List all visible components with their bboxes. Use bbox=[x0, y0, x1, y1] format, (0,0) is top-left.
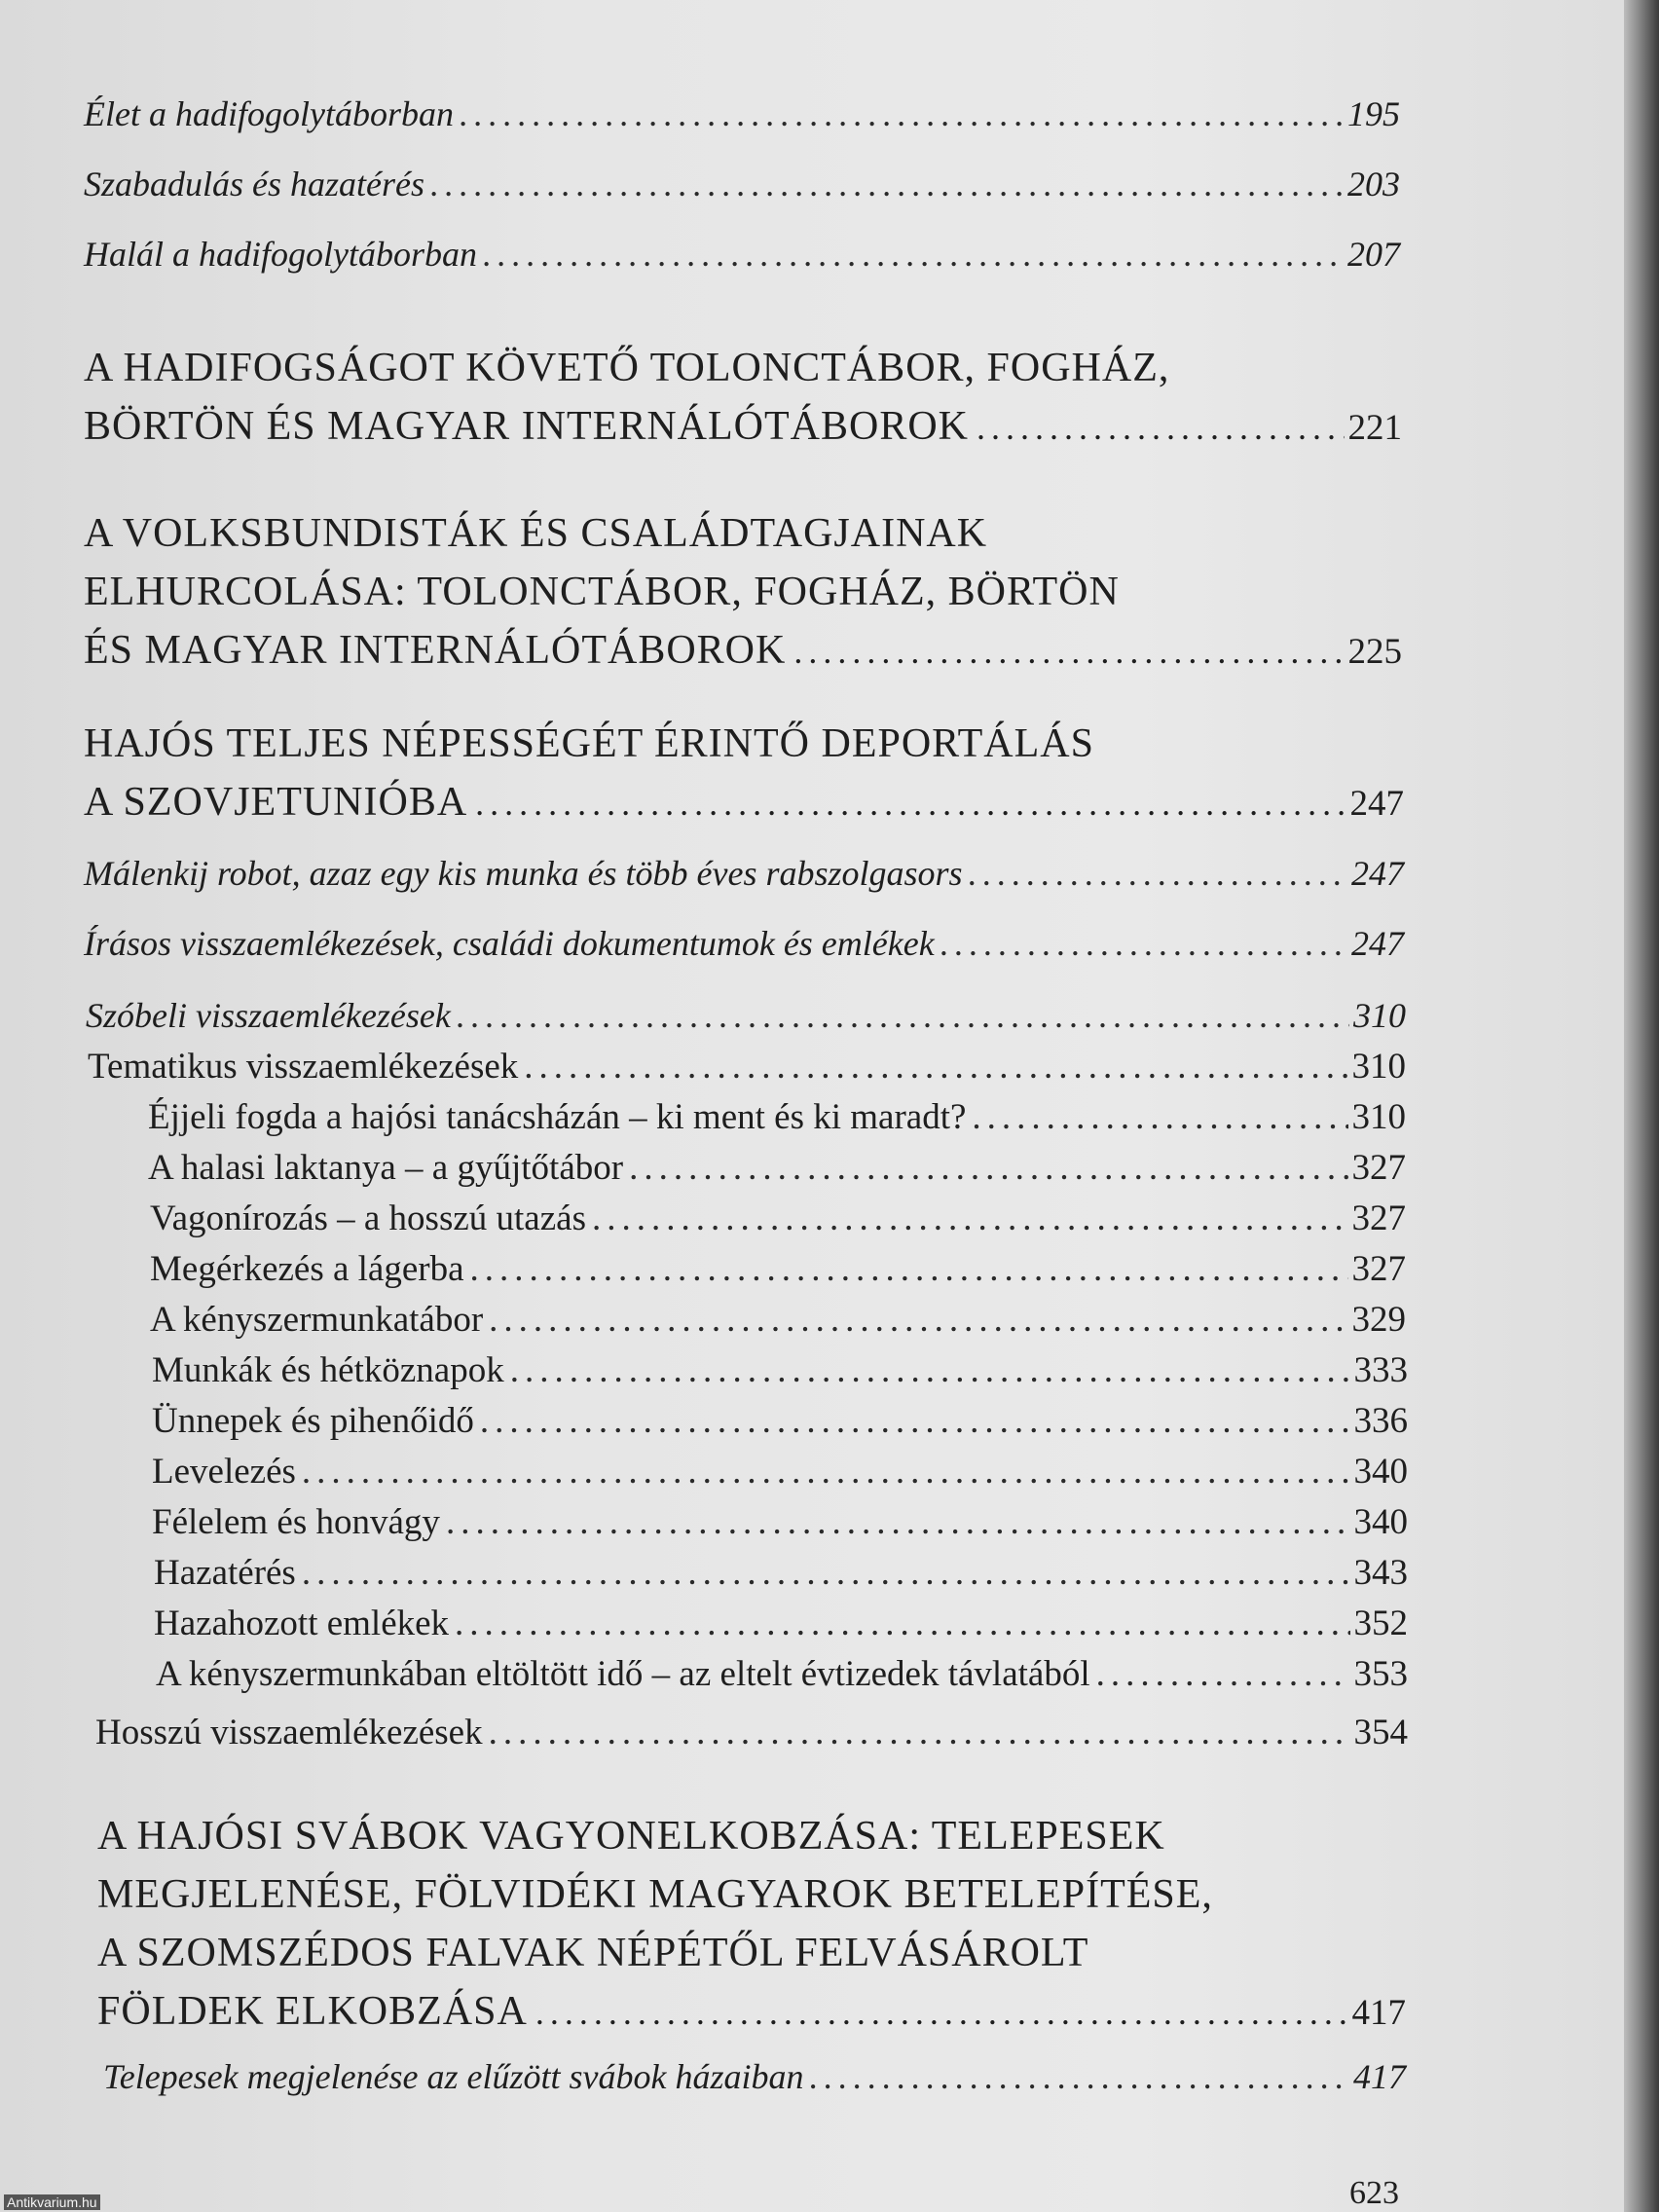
chapter-title-line: A VOLKSBUNDISTÁK ÉS CSALÁDTAGJAINAK bbox=[84, 511, 988, 556]
toc-chapter bbox=[84, 339, 1402, 458]
toc-page-number: 336 bbox=[1353, 1401, 1408, 1441]
leader-dots bbox=[629, 1147, 1347, 1189]
toc-entry bbox=[84, 93, 1400, 134]
toc-entry-title: A kényszermunkában eltöltött idő – az eltelt évtizedek távlatából bbox=[156, 1654, 1090, 1694]
chapter-last-line bbox=[84, 397, 1402, 458]
toc-page-number: 247 bbox=[1351, 924, 1404, 963]
page-edge-shadow bbox=[1624, 0, 1659, 2212]
leader-dots bbox=[475, 774, 1346, 832]
chapter-last-line bbox=[84, 621, 1402, 682]
leader-dots bbox=[972, 1096, 1347, 1138]
chapter-title-line: A HADIFOGSÁGOT KÖVETŐ TOLONCTÁBOR, FOGHÁZ, bbox=[84, 346, 1170, 390]
leader-dots bbox=[1096, 1653, 1350, 1695]
watermark: Antikvarium.hu bbox=[4, 2194, 100, 2210]
toc-page-number: 247 bbox=[1349, 784, 1404, 824]
toc-entry-title: A kényszermunkatábor bbox=[150, 1300, 484, 1340]
toc-entry bbox=[148, 1147, 1406, 1189]
toc-entry-title: Megérkezés a lágerba bbox=[150, 1249, 464, 1289]
toc-page-number: 327 bbox=[1351, 1249, 1406, 1289]
toc-entry bbox=[84, 234, 1400, 275]
leader-dots bbox=[302, 1451, 1350, 1493]
toc-page-number: 340 bbox=[1353, 1502, 1408, 1542]
toc-entry bbox=[86, 995, 1406, 1036]
toc-entry-title: Írásos visszaemlékezések, családi dokumentumok és emlékek bbox=[84, 924, 935, 963]
toc-entry bbox=[152, 1451, 1408, 1493]
toc-entry-title: Ünnepek és pihenőidő bbox=[152, 1401, 474, 1441]
toc-entry bbox=[152, 1400, 1408, 1442]
toc-page-number: 207 bbox=[1347, 235, 1400, 274]
toc-entry-title: Hazatérés bbox=[154, 1553, 296, 1593]
toc-entry-title: Szóbeli visszaemlékezések bbox=[86, 996, 451, 1035]
toc-entry bbox=[95, 1712, 1408, 1753]
toc-page-number: 310 bbox=[1351, 1097, 1406, 1137]
toc-page-number: 195 bbox=[1347, 94, 1400, 133]
toc-entry-title: Telepesek megjelenése az elűzött svábok házaiban bbox=[103, 2057, 804, 2096]
toc-entry-title: Levelezés bbox=[152, 1452, 296, 1492]
chapter-title-line: BÖRTÖN ÉS MAGYAR INTERNÁLÓTÁBOROK bbox=[84, 404, 969, 449]
toc-entry-title: Tematikus visszaemlékezések bbox=[88, 1047, 519, 1087]
chapter-last-line bbox=[97, 1982, 1406, 2043]
leader-dots bbox=[489, 1299, 1347, 1341]
leader-dots bbox=[510, 1349, 1350, 1391]
toc-entry-title: Szabadulás és hazatérés bbox=[84, 165, 424, 203]
leader-dots bbox=[535, 1983, 1348, 2042]
toc-page-number: 353 bbox=[1353, 1654, 1408, 1694]
toc-page-number: 327 bbox=[1351, 1198, 1406, 1238]
leader-dots bbox=[810, 2056, 1349, 2097]
toc-page-number: 221 bbox=[1347, 408, 1402, 448]
leader-dots bbox=[483, 234, 1344, 275]
toc-page-number: 225 bbox=[1347, 632, 1402, 672]
toc-page-number: 247 bbox=[1351, 854, 1404, 893]
leader-dots bbox=[455, 1603, 1349, 1644]
leader-dots bbox=[460, 93, 1344, 134]
leader-dots bbox=[793, 622, 1344, 681]
chapter-title-line: ÉS MAGYAR INTERNÁLÓTÁBOROK bbox=[84, 628, 787, 673]
page-number: 623 bbox=[1349, 2175, 1399, 2211]
toc-page-number: 352 bbox=[1353, 1604, 1408, 1643]
leader-dots bbox=[470, 1248, 1348, 1290]
toc-entry-title: Éjjeli fogda a hajósi tanácsházán – ki ment és ki maradt? bbox=[148, 1097, 967, 1137]
chapter-title-line: MEGJELENÉSE, FÖLVIDÉKI MAGYAROK BETELEPÍTÉSE, bbox=[97, 1872, 1213, 1917]
toc-entry-title: Hosszú visszaemlékezések bbox=[95, 1713, 483, 1752]
toc-entry bbox=[84, 853, 1404, 894]
toc-entry-title: Vagonírozás – a hosszú utazás bbox=[150, 1198, 586, 1238]
leader-dots bbox=[592, 1198, 1348, 1239]
toc-entry bbox=[150, 1248, 1406, 1290]
toc-entry-title: Halál a hadifogolytáborban bbox=[84, 235, 477, 274]
chapter-title-line: A SZOMSZÉDOS FALVAK NÉPÉTŐL FELVÁSÁROLT bbox=[97, 1931, 1089, 1975]
leader-dots bbox=[446, 1501, 1350, 1543]
toc-page-number: 354 bbox=[1353, 1713, 1408, 1752]
toc-page-number: 310 bbox=[1353, 996, 1406, 1035]
toc-entry bbox=[150, 1299, 1406, 1341]
toc-entry bbox=[84, 164, 1400, 204]
toc-entry bbox=[84, 923, 1404, 964]
toc-entry-title: Munkák és hétköznapok bbox=[152, 1350, 504, 1390]
leader-dots bbox=[969, 853, 1347, 894]
toc-chapter bbox=[84, 504, 1402, 682]
toc-entry-title: A halasi laktanya – a gyűjtőtábor bbox=[148, 1148, 624, 1188]
toc-entry-title: Élet a hadifogolytáborban bbox=[84, 94, 454, 133]
chapter-title-line: A SZOVJETUNIÓBA bbox=[84, 780, 468, 825]
leader-dots bbox=[940, 923, 1347, 964]
toc-entry bbox=[154, 1603, 1408, 1644]
toc-page-number: 329 bbox=[1351, 1300, 1406, 1340]
toc-entry bbox=[154, 1552, 1408, 1594]
chapter-title-line: FÖLDEK ELKOBZÁSA bbox=[97, 1989, 528, 2034]
leader-dots bbox=[524, 1046, 1347, 1088]
toc-chapter bbox=[97, 1807, 1406, 2043]
toc-entry-title: Félelem és honvágy bbox=[152, 1502, 440, 1542]
toc-page-number: 417 bbox=[1351, 1993, 1406, 2033]
toc-entry-title: Hazahozott emlékek bbox=[154, 1604, 450, 1643]
toc-entry-title: Málenkij robot, azaz egy kis munka és több éves rabszolgasors bbox=[84, 854, 963, 893]
chapter-last-line bbox=[84, 773, 1404, 833]
leader-dots bbox=[457, 995, 1349, 1036]
toc-entry bbox=[103, 2056, 1406, 2097]
toc-page-number: 417 bbox=[1353, 2057, 1406, 2096]
toc-chapter bbox=[84, 715, 1404, 833]
toc-entry bbox=[148, 1096, 1406, 1138]
leader-dots bbox=[430, 164, 1344, 204]
toc-page-number: 343 bbox=[1353, 1553, 1408, 1593]
leader-dots bbox=[480, 1400, 1350, 1442]
toc-page-number: 203 bbox=[1347, 165, 1400, 203]
toc-page-number: 327 bbox=[1351, 1148, 1406, 1188]
toc-page-number: 340 bbox=[1353, 1452, 1408, 1492]
toc-entry bbox=[156, 1653, 1408, 1695]
toc-entry bbox=[88, 1046, 1406, 1088]
toc-entry bbox=[152, 1501, 1408, 1543]
chapter-title-line: A HAJÓSI SVÁBOK VAGYONELKOBZÁSA: TELEPESEK bbox=[97, 1814, 1165, 1859]
leader-dots bbox=[302, 1552, 1350, 1594]
toc-page-number: 310 bbox=[1351, 1047, 1406, 1087]
toc-page-number: 333 bbox=[1353, 1350, 1408, 1390]
toc-entry bbox=[152, 1349, 1408, 1391]
toc-entry bbox=[150, 1198, 1406, 1239]
chapter-title-line: HAJÓS TELJES NÉPESSÉGÉT ÉRINTŐ DEPORTÁLÁS bbox=[84, 721, 1094, 766]
leader-dots bbox=[977, 398, 1345, 457]
chapter-title-line: ELHURCOLÁSA: TOLONCTÁBOR, FOGHÁZ, BÖRTÖN bbox=[84, 570, 1120, 614]
leader-dots bbox=[489, 1712, 1350, 1753]
